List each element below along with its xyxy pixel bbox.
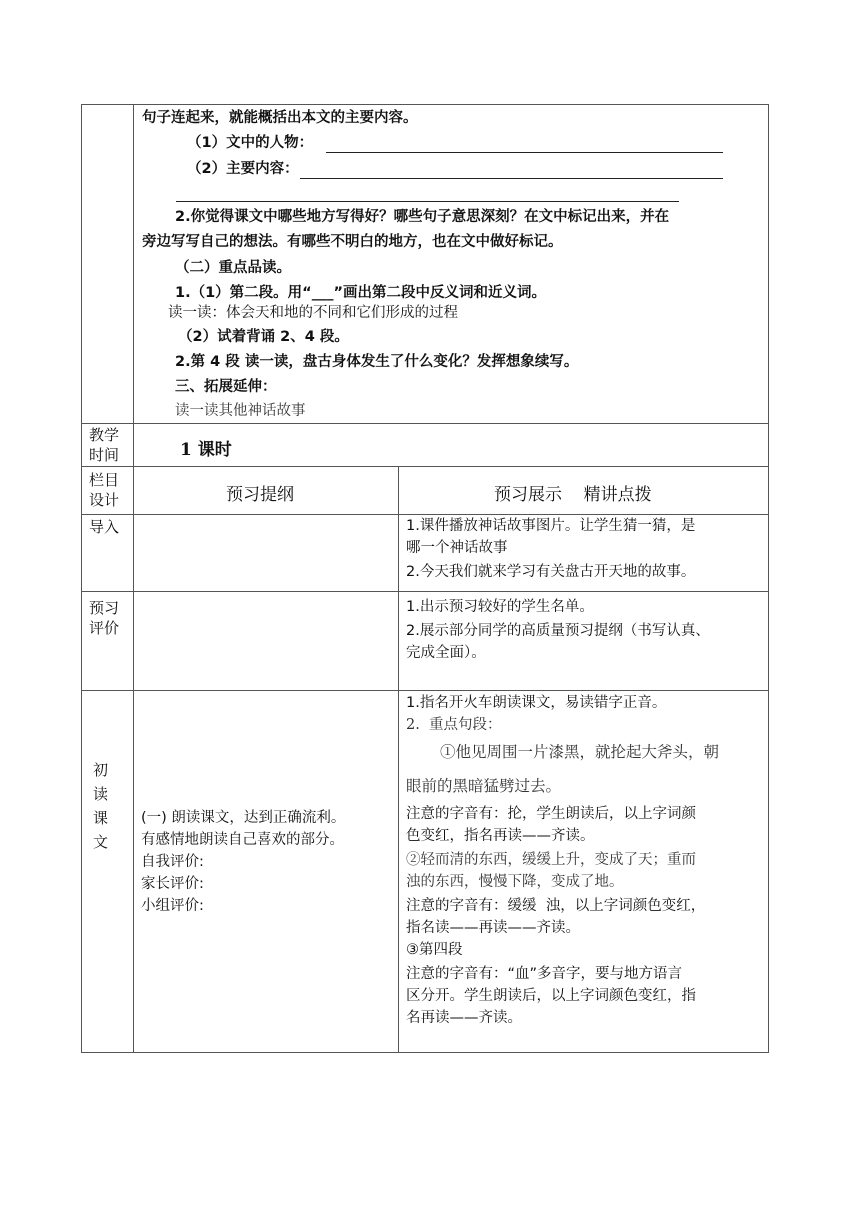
summary-instruction: 句子连起来，就能概括出本文的主要内容。 [142, 110, 418, 126]
self-evaluation: 自我评价: [141, 854, 204, 870]
column-design-label-line2: 设计 [89, 491, 120, 509]
group-evaluation: 小组评价: [141, 898, 204, 914]
parent-evaluation: 家长评价: [141, 876, 204, 892]
extension-heading: 三、拓展延伸： [175, 379, 277, 395]
preview-step-1: 1.出示预习较好的学生名单。 [406, 599, 594, 615]
preview-eval-label [89, 598, 129, 638]
intro-step-1: 1.课件播放神话故事图片。让学生猜一猜，是 [406, 518, 696, 534]
pronunciation-note-1-cont: 色变红，指名再读——齐读。 [406, 828, 595, 844]
reading-step-1: 1.指名开火车朗读课文，易读错字正音。 [406, 695, 667, 711]
preview-step-2: 2.展示部分同学的高质量预习提纲（书写认真、 [406, 623, 710, 639]
paragraph-two-task: 1.（1）第二段。用“___”画出第二段中反义词和近义词。 [175, 285, 546, 301]
paragraph-four-task: 2.第 4 段 读一读，盘古身体发生了什么变化？发挥想象续写。 [175, 354, 579, 370]
column-design-label-line1: 栏目 [89, 471, 120, 489]
intro-label: 导入 [89, 518, 120, 536]
preview-eval-label-line2: 评价 [89, 619, 120, 637]
preview-outline-header: 预习提纲 [226, 485, 294, 505]
key-sentence-1-cont: 眼前的黑暗猛劈过去。 [406, 777, 562, 795]
first-reading-label-char4: 文 [93, 833, 109, 851]
reading-step-2: 2. 重点句段： [406, 717, 502, 733]
reading-goal-cont: 有感情地朗读自己喜欢的部分。 [141, 832, 344, 848]
pronunciation-note-2-cont: 指名读——再读——齐读。 [406, 920, 580, 936]
key-sentence-2: ②轻而清的东西，缓缓上升，变成了天；重而 [406, 852, 696, 868]
teaching-time-label-line2: 时间 [89, 446, 120, 464]
pronunciation-note-3-end: 名再读——齐读。 [406, 1010, 522, 1026]
good-passages-question-cont: 旁边写写自己的想法。有哪些不明白的地方，也在文中做好标记。 [142, 234, 563, 250]
recite-task: （2）试着背诵 2、4 段。 [178, 329, 349, 345]
main-content-answer-line-2[interactable] [176, 201, 679, 202]
pronunciation-note-3-cont: 区分开。学生朗读后，以上字词颜色变红，指 [406, 988, 696, 1004]
preview-step-2-cont: 完成全面）。 [406, 645, 486, 661]
main-content-answer-line[interactable] [300, 178, 723, 179]
pronunciation-note-1: 注意的字音有：抡，学生朗读后，以上字词颜 [406, 806, 696, 822]
table-divider-middle-column [398, 466, 399, 1053]
characters-question: （1）文中的人物： [187, 135, 314, 151]
extension-text: 读一读其他神话故事 [175, 403, 306, 419]
characters-answer-line[interactable] [326, 152, 723, 153]
first-reading-label [93, 758, 108, 854]
pronunciation-note-3: 注意的字音有：“血”多音字，要与地方语言 [406, 966, 683, 982]
reading-goal: (一) 朗读课文，达到正确流利。 [141, 810, 346, 826]
first-reading-label-char2: 读 [93, 785, 109, 803]
table-divider-label-column [133, 104, 134, 1053]
preview-display-header: 预习展示 精讲点拨 [494, 485, 652, 505]
first-reading-label-char3: 课 [93, 809, 109, 827]
table-row-divider [81, 466, 769, 467]
pronunciation-note-2: 注意的字音有：缓缓 浊，以上字词颜色变红， [406, 898, 706, 914]
teaching-time-label [89, 425, 129, 465]
paragraph-four-label: ③第四段 [406, 942, 463, 958]
key-sentence-1: ①他见周围一片漆黑，就抡起大斧头，朝 [440, 743, 720, 761]
teaching-time-value: 1 课时 [180, 440, 232, 460]
main-content-question: （2）主要内容： [187, 161, 299, 177]
teaching-time-label-line1: 教学 [89, 426, 120, 444]
good-passages-question: 2.你觉得课文中哪些地方写得好？哪些句子意思深刻？在文中标记出来，并在 [175, 209, 670, 225]
table-row-divider [81, 690, 769, 691]
intro-step-2: 2.今天我们就来学习有关盘古开天地的故事。 [406, 564, 696, 580]
column-design-label [89, 470, 129, 510]
table-row-divider [81, 423, 769, 424]
first-reading-label-char1: 初 [93, 761, 109, 779]
table-row-divider [81, 591, 769, 592]
preview-eval-label-line1: 预习 [89, 599, 120, 617]
read-aloud-task: 读一读：体会天和地的不同和它们形成的过程 [168, 305, 458, 321]
key-reading-heading: （二）重点品读。 [175, 260, 291, 276]
intro-step-1-cont: 哪一个神话故事 [406, 540, 508, 556]
key-sentence-2-cont: 浊的东西，慢慢下降，变成了地。 [406, 874, 624, 890]
